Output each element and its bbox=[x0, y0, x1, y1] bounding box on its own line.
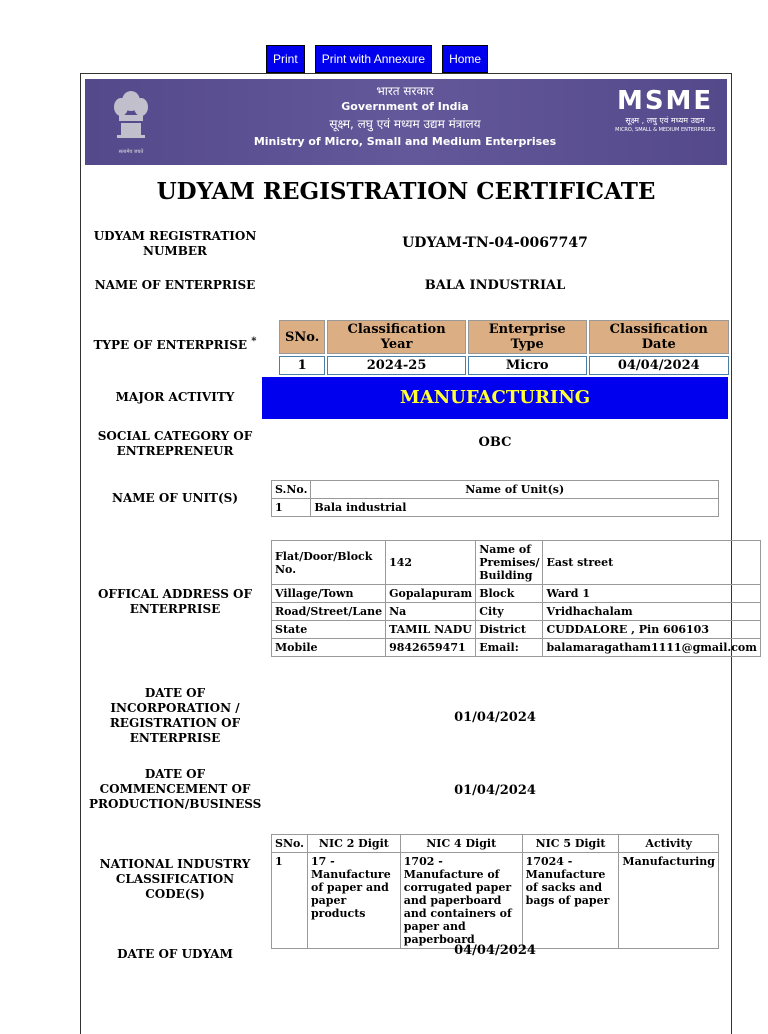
label-enterprise-name: NAME OF ENTERPRISE bbox=[94, 278, 256, 292]
social-category: OBC bbox=[478, 435, 512, 450]
units-header-row bbox=[272, 481, 719, 499]
nic-cell-activity: Manufacturing bbox=[619, 853, 719, 949]
cell-class-date: 04/04/2024 bbox=[589, 356, 729, 375]
th-class-year: Classification Year bbox=[327, 320, 466, 354]
mobile-label: Mobile bbox=[272, 639, 386, 657]
enterprise-name: BALA INDUSTRIAL bbox=[424, 278, 566, 293]
cell-class-year: 2024-25 bbox=[327, 356, 466, 375]
address-row-5 bbox=[272, 639, 761, 657]
nic-header-row bbox=[272, 835, 719, 853]
nic-th-sno: SNo. bbox=[272, 835, 308, 853]
nic-cell-4digit: 1702 - Manufacture of corrugated paper and paperboard and containers of paper and paperboard bbox=[400, 853, 522, 949]
flat-value: 142 bbox=[386, 541, 476, 585]
nic-cell-2digit: 17 - Manufacture of paper and paper products bbox=[307, 853, 400, 949]
units-cell-sno: 1 bbox=[272, 499, 311, 517]
cell-ent-type: Micro bbox=[468, 356, 587, 375]
th-sno: SNo. bbox=[279, 320, 325, 354]
classification-row bbox=[279, 356, 729, 375]
units-cell-name: Bala industrial bbox=[311, 499, 719, 517]
address-row-2 bbox=[272, 585, 761, 603]
state-label: State bbox=[272, 621, 386, 639]
label-address: OFFICAL ADDRESS OF ENTERPRISE bbox=[97, 587, 253, 616]
city-label: City bbox=[476, 603, 543, 621]
msme-hindi: सूक्ष्म , लघु एवं मध्यम उद्यम bbox=[625, 116, 705, 125]
th-class-date: Classification Date bbox=[589, 320, 729, 354]
email-label: Email: bbox=[476, 639, 543, 657]
major-activity: MANUFACTURING bbox=[262, 377, 728, 419]
th-ent-type: Enterprise Type bbox=[468, 320, 587, 354]
msme-english: MICRO, SMALL & MEDIUM ENTERPRISES bbox=[615, 127, 715, 133]
flat-label: Flat/Door/Block No. bbox=[272, 541, 386, 585]
nic-th-activity: Activity bbox=[619, 835, 719, 853]
units-th-sno: S.No. bbox=[272, 481, 311, 499]
label-social-category: SOCIAL CATEGORY OF ENTREPRENEUR bbox=[97, 429, 253, 458]
msme-logo bbox=[615, 87, 715, 134]
ministry-name: Ministry of Micro, Small and Medium Enterprises bbox=[253, 135, 557, 148]
registration-number: UDYAM-TN-04-0067747 bbox=[402, 235, 588, 251]
classification-header-row bbox=[279, 320, 729, 354]
print-with-annexure-button[interactable]: Print with Annexure bbox=[315, 45, 432, 73]
email-value: balamaragatham1111@gmail.com bbox=[543, 639, 760, 657]
certificate-title: UDYAM REGISTRATION CERTIFICATE bbox=[156, 178, 656, 205]
cell-sno: 1 bbox=[279, 356, 325, 375]
village-value: Gopalapuram bbox=[386, 585, 476, 603]
premises-label: Name of Premises/ Building bbox=[476, 541, 543, 585]
address-table bbox=[271, 540, 761, 657]
mobile-value: 9842659471 bbox=[386, 639, 476, 657]
banner-text bbox=[235, 83, 575, 151]
nic-cell-5digit: 17024 - Manufacture of sacks and bags of paper bbox=[522, 853, 619, 949]
top-buttons bbox=[266, 45, 488, 73]
label-units: NAME OF UNIT(S) bbox=[111, 491, 239, 505]
label-commencement-date: DATE OF COMMENCEMENT OF PRODUCTION/BUSINESS bbox=[89, 767, 262, 811]
hindi-ministry: सूक्ष्म, लघु एवं मध्यम उद्यम मंत्रालय bbox=[329, 117, 481, 131]
city-value: Vridhachalam bbox=[543, 603, 760, 621]
msme-logo-text: MSME bbox=[616, 86, 714, 116]
certificate bbox=[80, 73, 757, 1034]
home-button[interactable]: Home bbox=[442, 45, 488, 73]
hindi-government: भारत सरकार bbox=[376, 84, 434, 98]
required-star: * bbox=[251, 336, 257, 347]
government-banner bbox=[85, 79, 727, 165]
label-udyam-date: DATE OF UDYAM bbox=[117, 947, 233, 961]
label-nic-codes: NATIONAL INDUSTRY CLASSIFICATION CODE(S) bbox=[99, 857, 251, 901]
nic-th-4digit: NIC 4 Digit bbox=[400, 835, 522, 853]
emblem-caption: सत्यमेव जयते bbox=[118, 149, 144, 155]
national-emblem bbox=[109, 87, 153, 157]
incorporation-date: 01/04/2024 bbox=[454, 710, 536, 725]
nic-th-5digit: NIC 5 Digit bbox=[522, 835, 619, 853]
district-label: District bbox=[476, 621, 543, 639]
premises-value: East street bbox=[543, 541, 760, 585]
government-of-india: Government of India bbox=[341, 100, 469, 113]
state-value: TAMIL NADU bbox=[386, 621, 476, 639]
address-row-3 bbox=[272, 603, 761, 621]
address-row-1 bbox=[272, 541, 761, 585]
road-label: Road/Street/Lane bbox=[272, 603, 386, 621]
block-label: Block bbox=[476, 585, 543, 603]
label-enterprise-type bbox=[89, 334, 261, 353]
units-table bbox=[271, 480, 719, 517]
commencement-date: 01/04/2024 bbox=[454, 783, 536, 798]
udyam-date: 04/04/2024 bbox=[454, 943, 536, 958]
district-value: CUDDALORE , Pin 606103 bbox=[543, 621, 760, 639]
classification-table bbox=[277, 318, 731, 377]
road-value: Na bbox=[386, 603, 476, 621]
nic-table bbox=[271, 834, 719, 949]
units-th-name: Name of Unit(s) bbox=[311, 481, 719, 499]
village-label: Village/Town bbox=[272, 585, 386, 603]
nic-cell-sno: 1 bbox=[272, 853, 308, 949]
label-registration-number: UDYAM REGISTRATION NUMBER bbox=[93, 229, 257, 258]
print-button[interactable]: Print bbox=[266, 45, 305, 73]
label-major-activity: MAJOR ACTIVITY bbox=[115, 390, 235, 404]
label-incorporation-date: DATE OF INCORPORATION / REGISTRATION OF ENTERPRISE bbox=[109, 686, 241, 745]
block-value: Ward 1 bbox=[543, 585, 760, 603]
address-row-4 bbox=[272, 621, 761, 639]
units-row bbox=[272, 499, 719, 517]
label-enterprise-type-text: TYPE OF ENTERPRISE bbox=[93, 338, 248, 352]
nic-th-2digit: NIC 2 Digit bbox=[307, 835, 400, 853]
emblem-icon bbox=[109, 87, 153, 157]
nic-row bbox=[272, 853, 719, 949]
